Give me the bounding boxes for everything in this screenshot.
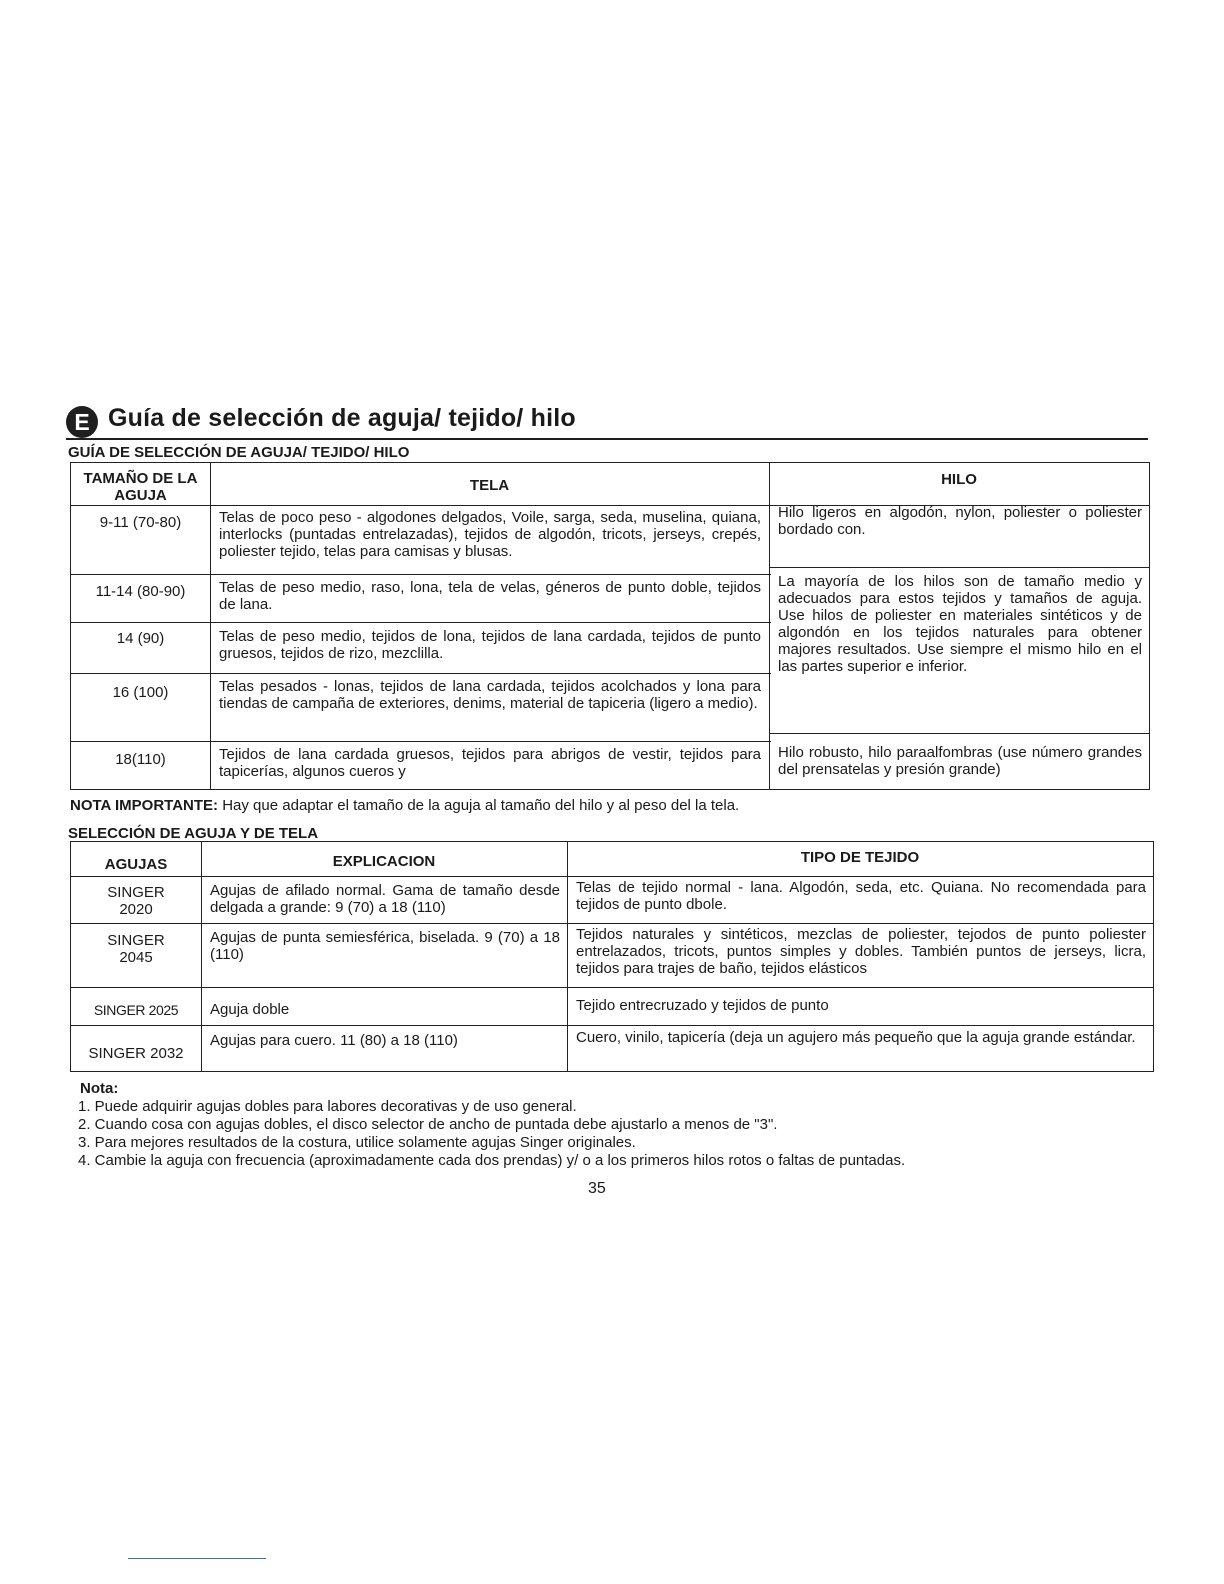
explanation-cell: Agujas para cuero. 11 (80) a 18 (110) [210, 1032, 458, 1049]
header-fabric: TELA [469, 477, 510, 494]
thread-cell-light: Hilo ligeros en algodón, nylon, poliester o poliester bordado con. [778, 504, 1142, 538]
note-item: 3. Para mejores resultados de la costura, utilice solamente agujas Singer originales. [78, 1134, 636, 1151]
needle-size-cell: 14 (90) [116, 630, 165, 647]
footer-line [128, 1558, 266, 1559]
table2-caption: SELECCIÓN DE AGUJA Y DE TELA [68, 825, 319, 842]
table1-row-line [769, 733, 1149, 734]
needle-size-cell: 18(110) [115, 751, 166, 768]
note-item: 2. Cuando cosa con agujas dobles, el disco selector de ancho de puntada debe ajustarlo a menos de "3". [78, 1116, 778, 1133]
table1-row-line [769, 567, 1149, 568]
page-title: Guía de selección de aguja/ tejido/ hilo [108, 404, 576, 432]
table1-row-line [71, 741, 771, 742]
table2-row-line [71, 987, 1153, 988]
note-item: 4. Cambie la aguja con frecuencia (aproximadamente cada dos prendas) y/ o a los primeros hilos rotos o faltas de puntadas. [78, 1152, 906, 1169]
page-number: 35 [588, 1180, 606, 1197]
needle-size-cell: 11-14 (80-90) [95, 583, 186, 600]
fabric-cell: Telas pesados - lonas, tejidos de lana cardada, tejidos acolchados y lona para tiendas de campaña de exteriores, denims, material de tapiceria (ligero a medio). [219, 678, 761, 712]
fabric-cell: Telas de peso medio, raso, lona, tela de velas, géneros de punto doble, tejidos de lana. [219, 579, 761, 613]
explanation-cell: Agujas de afilado normal. Gama de tamaño desde delgada a grande: 9 (70) a 18 (110) [210, 882, 560, 916]
table2-row-line [71, 876, 1153, 877]
important-note [70, 797, 739, 814]
fabric-type-cell: Cuero, vinilo, tapicería (deja un agujero más pequeño que la aguja grande estándar. [576, 1029, 1136, 1046]
needle-fabric-thread-table [70, 462, 1150, 790]
table1-row-line [71, 622, 771, 623]
header-thread: HILO [941, 471, 977, 488]
heading-rule [66, 438, 1148, 440]
needle-model-cell: SINGER 2020 [107, 884, 165, 918]
notes-title: Nota: [80, 1080, 119, 1097]
important-note-text: Hay que adaptar el tamaño de la aguja al tamaño del hilo y al peso del la tela. [222, 797, 740, 814]
thread-cell-heavy: Hilo robusto, hilo paraalfombras (use número grandes del prensatelas y presión grande) [778, 744, 1142, 778]
fabric-type-cell: Tejidos naturales y sintéticos, mezclas de poliester, tejodos de punto poliester entrelazados, tricots, puntos simples y dobles. También puntos de jerseys, licra, tejidos para trajes de baño, tejidos elásticos [576, 926, 1146, 977]
section-heading [66, 402, 1148, 442]
table1-row-line [71, 505, 771, 506]
fabric-cell: Telas de peso medio, tejidos de lona, tejidos de lana cardada, tejidos de punto gruesos, tejidos de rizo, mezclilla. [219, 628, 761, 662]
explanation-cell: Agujas de punta semiesférica, biselada. 9 (70) a 18 (110) [210, 929, 560, 963]
header-needle-size: TAMAÑO DE LA AGUJA [83, 470, 198, 504]
important-note-label: NOTA IMPORTANTE: [70, 797, 219, 814]
header-needles: AGUJAS [104, 856, 168, 873]
needle-model-cell: SINGER 2032 [88, 1045, 184, 1062]
table1-row-line [71, 673, 771, 674]
note-item: 1. Puede adquirir agujas dobles para labores decorativas y de uso general. [78, 1098, 577, 1115]
thread-cell-medium: La mayoría de los hilos son de tamaño medio y adecuados para estos tejidos y tamaños de aguja. Use hilos de poliester en materiales sintéticos y de algondón en los tejidos naturales para obtener majores resultados. Use siempre el mismo hilo en el las partes superior e inferior. [778, 573, 1142, 675]
needle-size-cell: 16 (100) [112, 684, 169, 701]
header-explanation: EXPLICACION [332, 853, 436, 870]
explanation-cell: Aguja doble [210, 1001, 290, 1018]
needle-model-cell: SINGER 2025 [93, 1002, 179, 1018]
table1-row-line [71, 574, 771, 575]
fabric-cell: Tejidos de lana cardada gruesos, tejidos para abrigos de vestir, tejidos para tapicerías, algunos cueros y [219, 746, 761, 780]
table2-row-line [71, 923, 1153, 924]
needle-size-cell: 9-11 (70-80) [99, 514, 182, 531]
table2-row-line [71, 1025, 1153, 1026]
notes-list [80, 1080, 905, 1170]
needle-model-cell: SINGER 2045 [107, 932, 165, 966]
header-fabric-type: TIPO DE TEJIDO [800, 849, 920, 866]
fabric-type-cell: Tejido entrecruzado y tejidos de punto [576, 997, 829, 1014]
table1-caption: GUÍA DE SELECCIÓN DE AGUJA/ TEJIDO/ HILO [68, 444, 410, 461]
fabric-type-cell: Telas de tejido normal - lana. Algodón, seda, etc. Quiana. No recomendada para tejidos de punto dbole. [576, 879, 1146, 913]
fabric-cell: Telas de poco peso - algodones delgados, Voile, sarga, seda, muselina, quiana, interlocks (puntadas entrelazadas), tejidos de algodón, tricots, jerseys, crepés, poliester tejido, telas para camisas y blusas. [219, 509, 761, 560]
needle-selection-table [70, 841, 1154, 1072]
language-badge: E [66, 406, 98, 438]
